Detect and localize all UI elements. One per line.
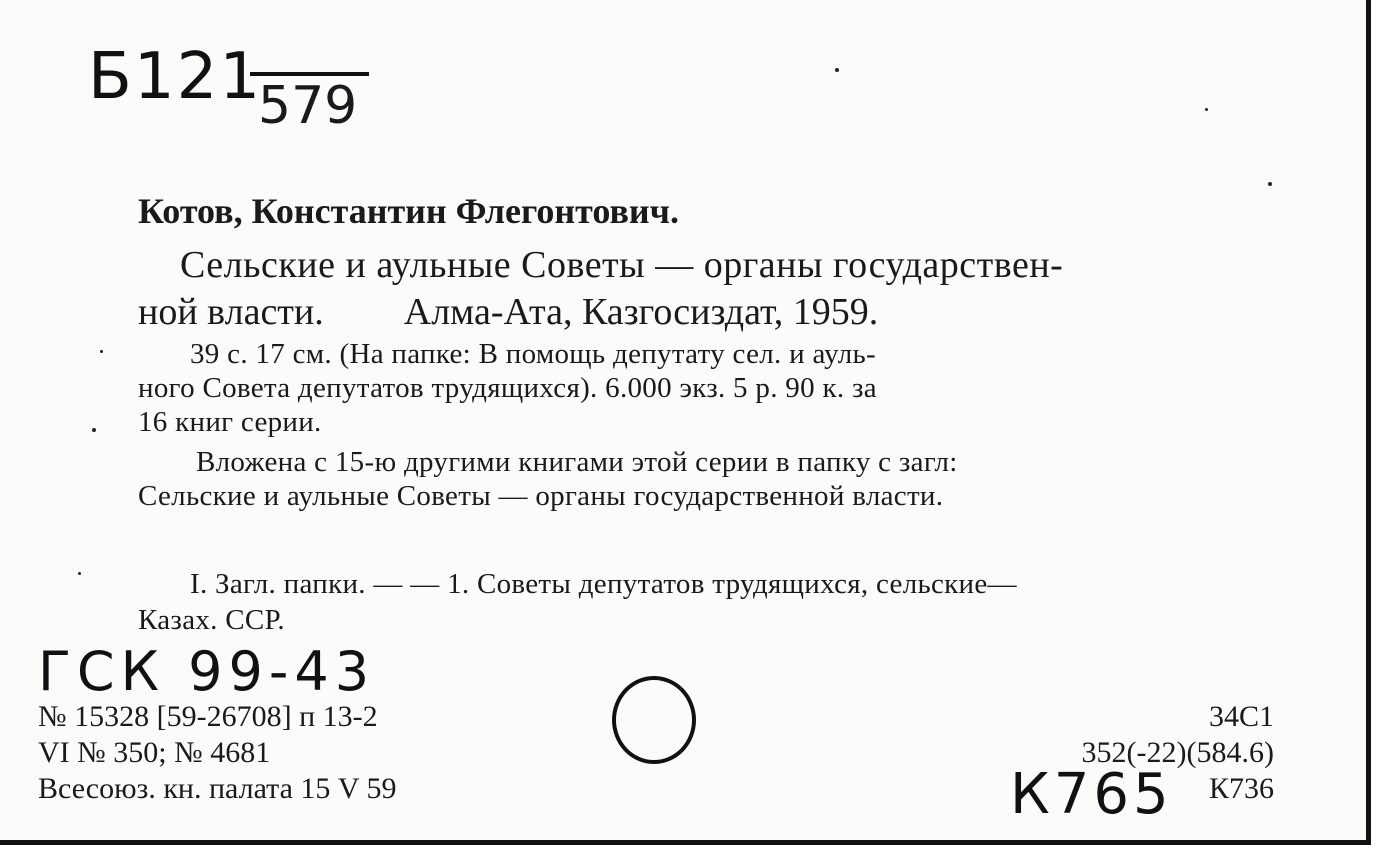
publication-info-line-3: Всесоюз. кн. палата 15 V 59 — [38, 772, 397, 805]
title-line-1: Сельские и аульные Советы — органы государствен- — [180, 244, 1064, 286]
shelfmark-main: Б121 — [88, 40, 263, 114]
speck — [835, 68, 839, 72]
tracing-line-2: Казах. ССР. — [138, 604, 285, 636]
shelfmark-fraction: 579 — [250, 72, 369, 132]
note-line-2: Сельские и аульные Советы — органы государственной власти. — [138, 480, 944, 512]
handwritten-gsk-number: ГСК 99-43 — [38, 640, 376, 703]
handwritten-author-code: К765 — [1010, 762, 1173, 827]
speck — [78, 572, 81, 575]
collation-line-3: 16 книг серии. — [138, 406, 322, 438]
speck — [92, 428, 96, 432]
speck — [1268, 182, 1272, 186]
speck — [1205, 108, 1208, 111]
tracing-line-1: I. Загл. папки. — — 1. Советы депутатов трудящихся, сельские— — [190, 568, 1017, 600]
author-heading: Котов, Константин Флегонтович. — [138, 191, 679, 231]
speck — [100, 350, 103, 353]
imprint: Алма-Ата, Казгосиздат, 1959. — [403, 291, 879, 333]
collation-line-2: ного Совета депутатов трудящихся). 6.000 экз. 5 р. 90 к. за — [138, 372, 877, 404]
title-line-2 — [138, 290, 878, 334]
collation-line-1: 39 с. 17 см. (На папке: В помощь депутату сел. и ауль- — [190, 338, 876, 370]
punch-hole-icon — [608, 674, 700, 766]
note-line-1: Вложена с 15-ю другими книгами этой серии в папку с загл: — [196, 446, 958, 478]
classification-udc: 352(-22)(584.6) — [1081, 736, 1274, 769]
classification-index: 34С1 — [1208, 700, 1274, 733]
classification-author-mark: К736 — [1208, 772, 1274, 805]
publication-info-line-2: VI № 350; № 4681 — [38, 736, 271, 769]
publication-info-line-1: № 15328 [59-26708] п 13-2 — [38, 700, 378, 733]
title-end: ной власти. — [138, 291, 324, 333]
